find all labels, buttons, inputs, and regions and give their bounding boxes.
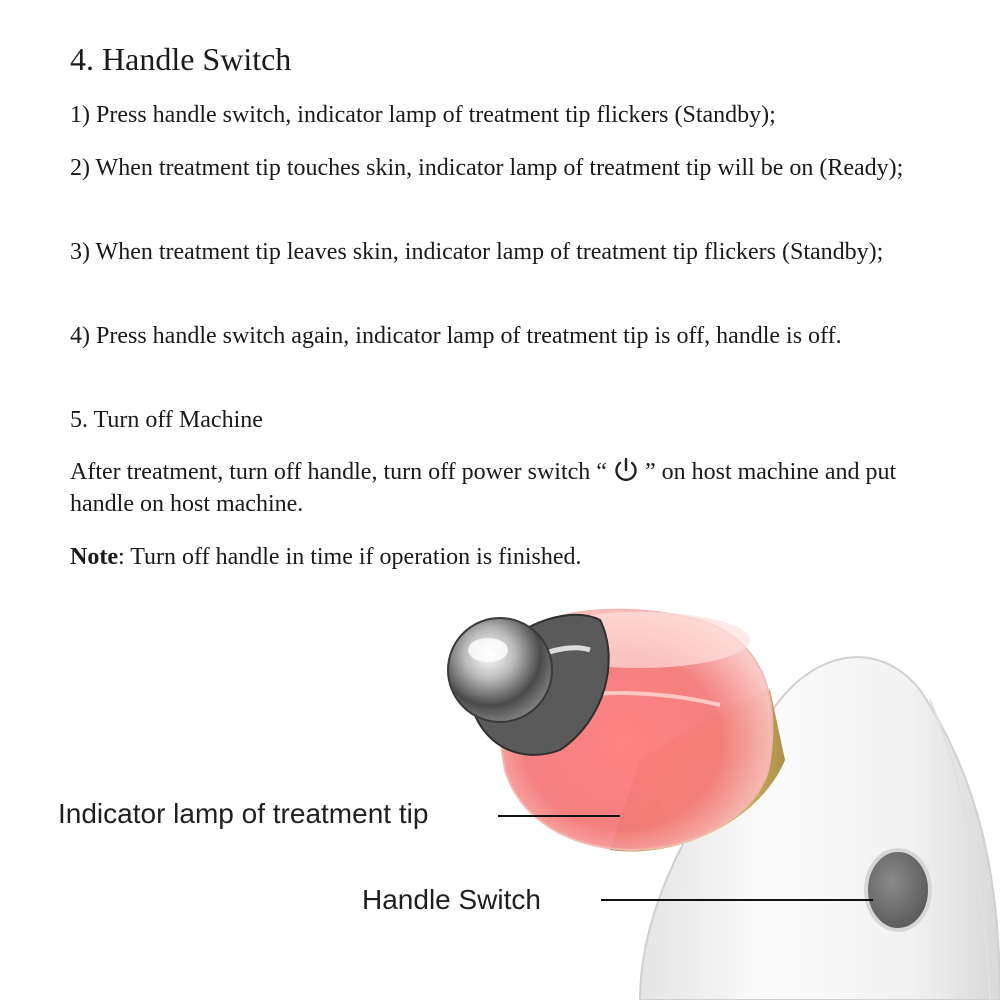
step-3: 3) When treatment tip leaves skin, indicator lamp of treatment tip flickers (Standby); (70, 239, 884, 265)
note-text: : Turn off handle in time if operation is finished. (117, 544, 582, 570)
leader-line-handle-switch (601, 899, 873, 901)
section-heading-turn-off: 5. Turn off Machine (70, 407, 263, 433)
turn-off-text-start: After treatment, turn off handle, turn off power switch “ (70, 459, 607, 485)
label-handle-switch: Handle Switch (362, 884, 541, 915)
step-1: 1) Press handle switch, indicator lamp of treatment tip flickers (Standby); (70, 102, 776, 128)
step-2: 2) When treatment tip touches skin, indicator lamp of treatment tip will be on (Ready); (70, 155, 904, 181)
leader-line-indicator-lamp (498, 815, 620, 817)
section-heading-handle-switch: 4. Handle Switch (70, 41, 292, 77)
turn-off-text-end: ” on host machine and put handle on host machine. (70, 459, 897, 517)
treatment-tip-ball (448, 618, 552, 722)
label-indicator-lamp: Indicator lamp of treatment tip (58, 798, 429, 829)
handle-switch-button (866, 850, 930, 930)
step-4: 4) Press handle switch again, indicator lamp of treatment tip is off, handle is off. (70, 323, 842, 349)
note-label: Note (70, 544, 118, 570)
